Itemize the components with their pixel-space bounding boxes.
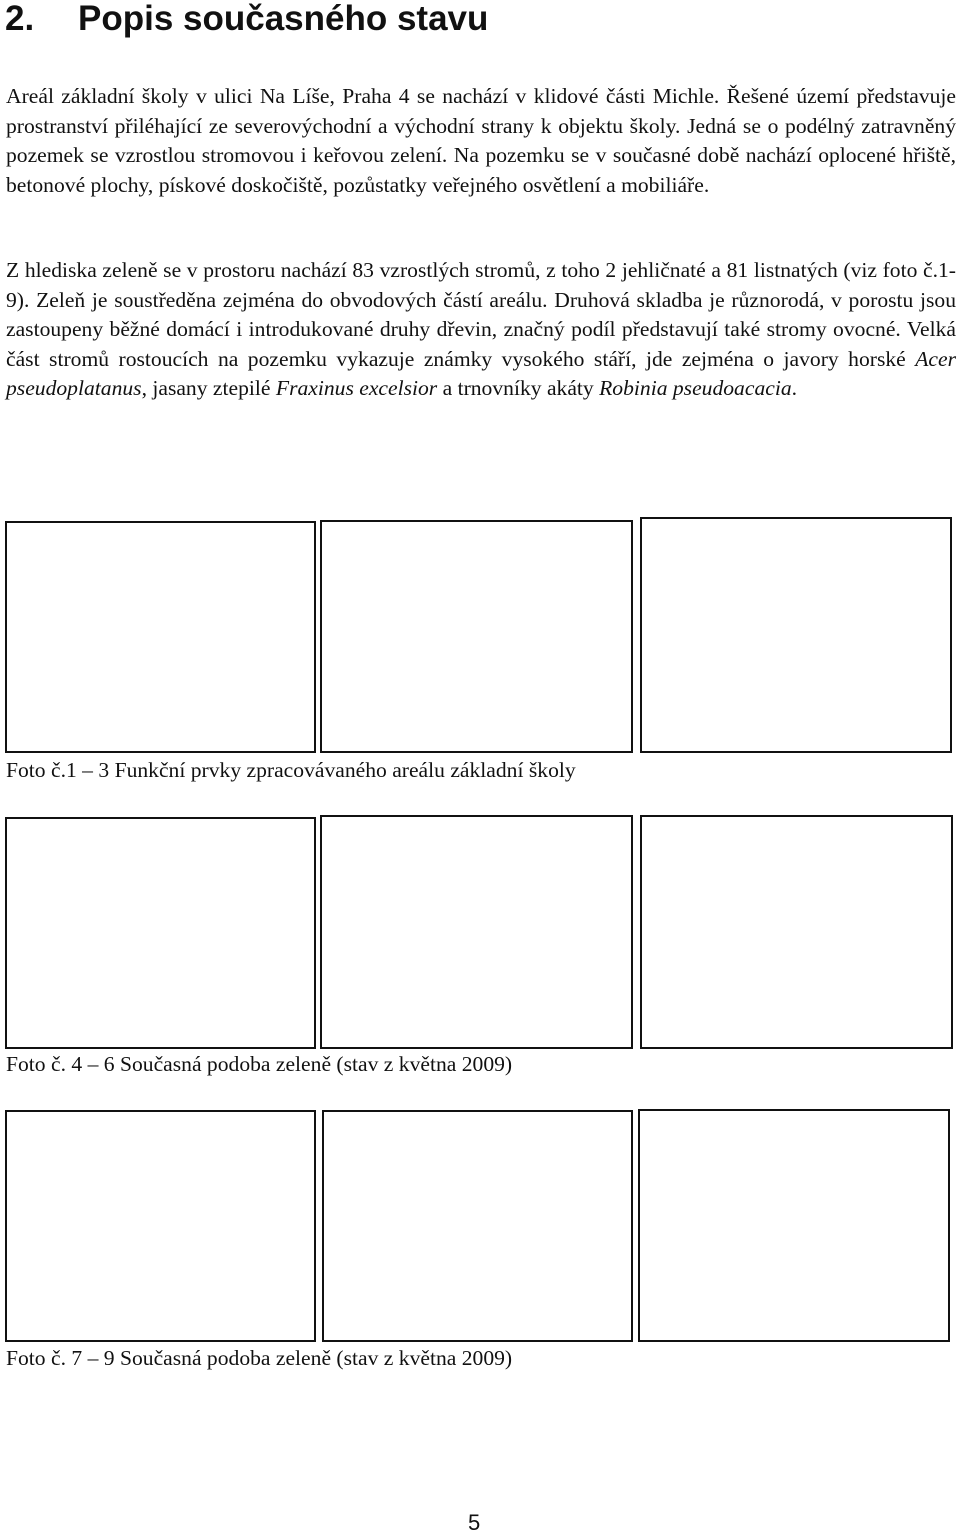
species-name-robinia: Robinia pseudoacacia xyxy=(599,376,792,400)
species-name-fraxinus: Fraxinus excelsior xyxy=(275,376,438,400)
paragraph-text: a trnovníky akáty xyxy=(437,376,600,400)
photo-frame xyxy=(320,520,633,753)
species-name-acer: Acer pseudoplatanus xyxy=(6,346,956,400)
photo-frame xyxy=(5,817,316,1049)
section-heading xyxy=(5,0,488,40)
photo-frame xyxy=(640,815,953,1049)
section-title: Popis současného stavu xyxy=(78,0,489,38)
photo-caption-1: Foto č.1 – 3 Funkční prvky zpracovávaného areálu základní školy xyxy=(6,758,576,782)
paragraph-site-description: Areál základní školy v ulici Na Líše, Praha 4 se nachází v klidové části Michle. Řešené území představuje prostranství přiléhající ze severovýchodní a východní strany k objektu školy. Jedná se o podélný zatravněný pozemek se vzrostlou stromovou i keřovou zelení. Na pozemku se v současné době nachází oplocené hřiště, betonové plochy, pískové doskočiště, pozůstatky veřejného osvětlení a mobiliáře. xyxy=(6,84,956,197)
photo-frame xyxy=(640,517,952,753)
photo-frame xyxy=(5,1110,316,1342)
paragraph-greenery-description xyxy=(6,256,956,404)
photo-frame xyxy=(638,1109,950,1342)
photo-row-1 xyxy=(0,517,960,753)
paragraph-text: , jasany ztepilé xyxy=(141,376,276,400)
photo-caption-3: Foto č. 7 – 9 Současná podoba zeleně (stav z května 2009) xyxy=(6,1346,513,1370)
photo-row-3 xyxy=(0,1106,960,1342)
section-number: 2. xyxy=(5,0,35,38)
paragraph-text: . xyxy=(791,376,798,400)
page-number: 5 xyxy=(468,1510,481,1535)
photo-row-2 xyxy=(0,813,960,1049)
photo-frame xyxy=(322,1110,633,1342)
photo-frame xyxy=(320,815,633,1049)
photo-caption-2: Foto č. 4 – 6 Současná podoba zeleně (stav z května 2009) xyxy=(6,1052,513,1076)
paragraph-text: Z hlediska zeleně se v prostoru nachází 83 vzrostlých stromů, z toho 2 jehličnaté a 81 listnatých (viz foto č.1-9). Zeleň je soustředěna zejména do obvodových částí areálu. Druhová skladba je různorodá, v porostu jsou zastoupeny běžné domácí i introdukované druhy dřevin, značný podíl představují také stromy ovocné. Velká část stromů rostoucích na pozemku vykazuje známky vysokého stáří, jde zejména o javory horské xyxy=(6,258,956,371)
photo-frame xyxy=(5,521,316,753)
